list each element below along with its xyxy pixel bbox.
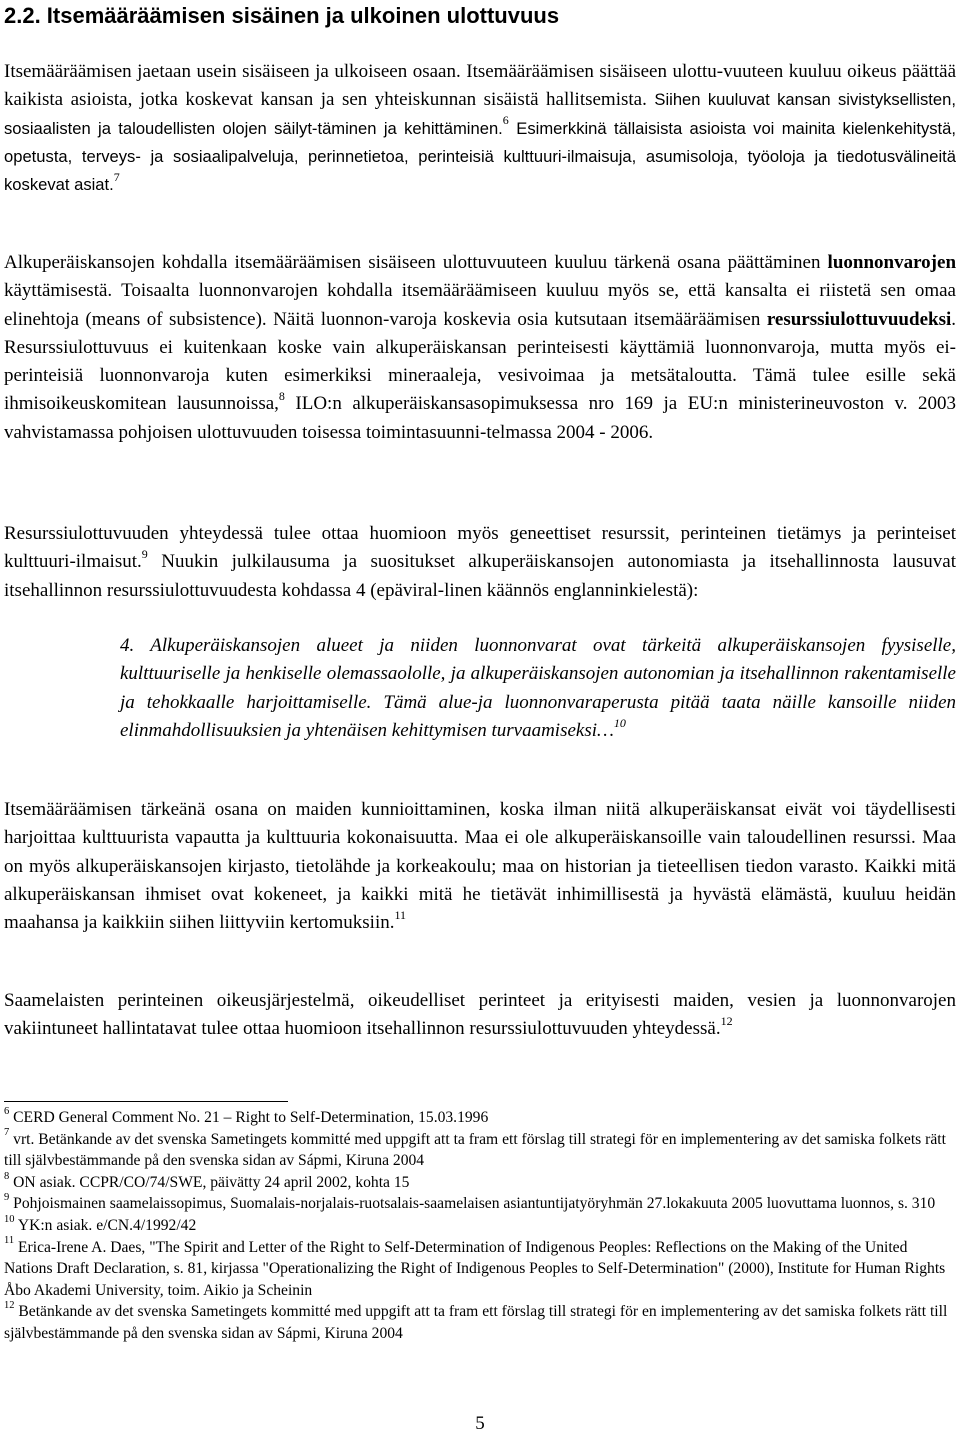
paragraph-resources-text-a: Alkuperäiskansojen kohdalla itsemääräämisen sisäiseen ulottuvuuteen kuuluu tärkenä osana päättäminen [4,252,821,273]
paragraph-intro [4,58,956,199]
footnote-8 [4,1172,956,1194]
footnote-ref-8[interactable]: 8 [278,389,285,404]
paragraph-legal [4,987,956,1044]
footnote-separator [4,1101,288,1102]
footnote-ref-10[interactable]: 10 [613,715,626,730]
paragraph-resources-text-e: ILO:n alkuperäiskansasopimuksessa nro 169 ja EU:n ministerineuvoston v. 2003 vahvistamassa pohjoisen ulottuvuuden toisessa toimintasuunni-telmassa 2004 - 2006. [4,393,956,443]
paragraph-resources-text-c: Toisaalta luonnonvarojen kohdalla itsemääräämiseen kuuluu myös se, että kansalta ei riistetä sen omaa elinehtoja (means of subsistence). Näitä luonnon-varoja koskevia osia kutsutaan itsemääräämisen [4,280,956,330]
block-quote [120,632,956,745]
footnote-ref-6[interactable]: 6 [502,113,509,128]
paragraph-resources-text-b: käyttämisestä. [4,280,113,302]
footnote-text: Erica-Irene A. Daes, "The Spirit and Letter of the Right to Self-Determination of Indigenous Peoples: Reflections on the Making of the United Nations Draft Declaration, s. 81, kirjassa "Operationalizing the Right of Indigenous Peoples to Self-Determination" (2000), Institute for Human Rights Åbo Akademi University, toim. Aikio ja Scheinin [4,1238,946,1299]
footnote-number: 10 [4,1213,15,1225]
footnote-number: 8 [4,1170,10,1182]
footnote-text: YK:n asiak. e/CN.4/1992/42 [17,1216,197,1234]
paragraph-genetic-text-a: Resurssiulottuvuuden yhteydessä tulee ottaa huomioon myös geneettiset resurssit, perinteinen tietämys ja perinteiset kulttuuri-ilmaisut. [4,523,956,573]
footnote-6 [4,1107,956,1129]
footnote-7 [4,1129,956,1172]
footnote-text: CERD General Comment No. 21 – Right to Self-Determination, 15.03.1996 [13,1109,489,1126]
section-heading: 2.2. Itsemääräämisen sisäinen ja ulkoinen ulottuvuus [4,3,560,28]
footnote-ref-12[interactable]: 12 [720,1013,733,1028]
paragraph-intro-text-a: Itsemääräämisen jaetaan usein sisäiseen ja ulkoiseen osaan. Itsemääräämisen sisäiseen ulottu-vuuteen kuuluu oikeus päättää kaikista asioista, jotka koskevat kansan ja sen yhteiskunnan sisäistä hallitsemista. [4,61,956,111]
paragraph-intro-text-b: Siihen kuuluvat kansan sivistyksellisten, sosiaalisten ja taloudellisten olojen säilyt-täminen ja kehittäminen. [4,90,956,138]
bold-term-luonnonvarojen: luonnonvarojen [827,252,957,273]
footnote-12 [4,1301,956,1344]
paragraph-intro-text-c: Esimerkkinä tällaisista asioista voi mainita kielenkehitystä, opetusta, terveys- ja sosiaalipalveluja, perinnetietoa, perinteisiä kulttuuri-ilmaisuja, asumisoloja, työoloja ja tiedotusvälineitä koskevat asiat. [4,118,956,195]
paragraph-genetic-text-b: Nuukin julkilausuma ja suositukset alkuperäiskansojen autonomiasta ja itsehallinnosta lausuvat itsehallinnon resurssiulottuvuudesta kohdassa 4 (epäviral-linen käännös englanninkielestä): [4,551,956,601]
footnote-text: Betänkande av det svenska Sametingets kommitté med uppgift att ta fram ett förslag till strategi för en implementering av det samiska folkets rätt till självbestämmande på den svenska sidan av Sápmi, Kiruna 2004 [4,1303,948,1342]
footnote-11 [4,1237,956,1302]
paragraph-resources-text-d: . Resurssiulottuvuus ei kuitenkaan koske vain alkuperäiskansan perinteisesti käyttämiä luonnonvaroja, mutta myös ei-perinteisiä luonnonvaroja kuten esimerkiksi mineraaleja, vesivoimaa ja metsätaloutta. Tämä tulee esille sekä ihmisoikeuskomitean lausunnoissa, [4,308,956,415]
page-number: 5 [475,1413,485,1434]
footnote-number: 9 [4,1192,10,1204]
footnote-ref-9[interactable]: 9 [141,546,148,561]
footnote-text: vrt. Betänkande av det svenska Sametingets kommitté med uppgift att ta fram ett förslag till strategi för en implementering av det samiska folkets rätt till självbestämmande på den svenska sidan av Sápmi, Kiruna 2004 [4,1130,946,1170]
footnote-9 [4,1193,956,1215]
footnote-number: 11 [4,1235,15,1247]
footnote-ref-11[interactable]: 11 [394,907,407,922]
paragraph-genetic [4,520,956,605]
bold-term-resurssiulottuvuudeksi: resurssiulottuvuudeksi [766,308,952,330]
footnote-number: 6 [4,1105,10,1117]
paragraph-land [4,796,956,937]
paragraph-resources [4,249,956,447]
footnotes [4,1107,956,1345]
footnote-text: ON asiak. CCPR/CO/74/SWE, päivätty 24 april 2002, kohta 15 [13,1173,410,1191]
paragraph-legal-text: Saamelaisten perinteinen oikeusjärjestelmä, oikeudelliset perinteet ja erityisesti maiden, vesien ja luonnonvarojen vakiintuneet hallintatavat tulee ottaa huomioon itsehallinnon resurssiulottuvuuden yhteydessä. [4,990,956,1040]
footnote-number: 12 [4,1300,15,1312]
footnote-ref-7[interactable]: 7 [113,169,120,184]
block-quote-text: 4. Alkuperäiskansojen alueet ja niiden luonnonvarat ovat tärkeitä alkuperäiskansojen fyysiselle, kulttuuriselle ja henkiselle olemassaololle, ja alkuperäiskansojen autonomian ja itsehallinnon rakentamiselle ja tehokkaalle harjoittamiselle. Tämä alue-ja luonnonvaraperusta pitää taata näille kansoille niiden elinmahdollisuuksien ja yhtenäisen kehittymisen turvaamiseksi… [120,635,956,741]
paragraph-land-text: Itsemääräämisen tärkeänä osana on maiden kunnioittaminen, koska ilman niitä alkuperäiskansat eivät voi täydellisesti harjoittaa kulttuurista vapautta ja kulttuuria kokonaisuutta. Maa ei ole alkuperäiskansoille vain taloudellinen resurssi. Maa on myös alkuperäiskansojen kirjasto, tietolähde ja korkeakoulu; maa on historian ja tieteellisen tiedon varasto. Kaikki mitä alkuperäiskansan ihmiset ovat kokeneet, ja kaikki mitä he tietävät inhimillisestä ja hyvästä elämästä, kuuluu heidän maahansa ja kaikkiin siihen liittyviin kertomuksiin. [4,799,956,934]
footnote-number: 7 [4,1127,10,1139]
footnote-10 [4,1215,956,1237]
footnote-text: Pohjoismainen saamelaissopimus, Suomalais-norjalais-ruotsalais-saamelaisen asiantuntijatyöryhmän 27.lokakuuta 2005 luovuttama luonnos, s. 310 [13,1195,936,1213]
